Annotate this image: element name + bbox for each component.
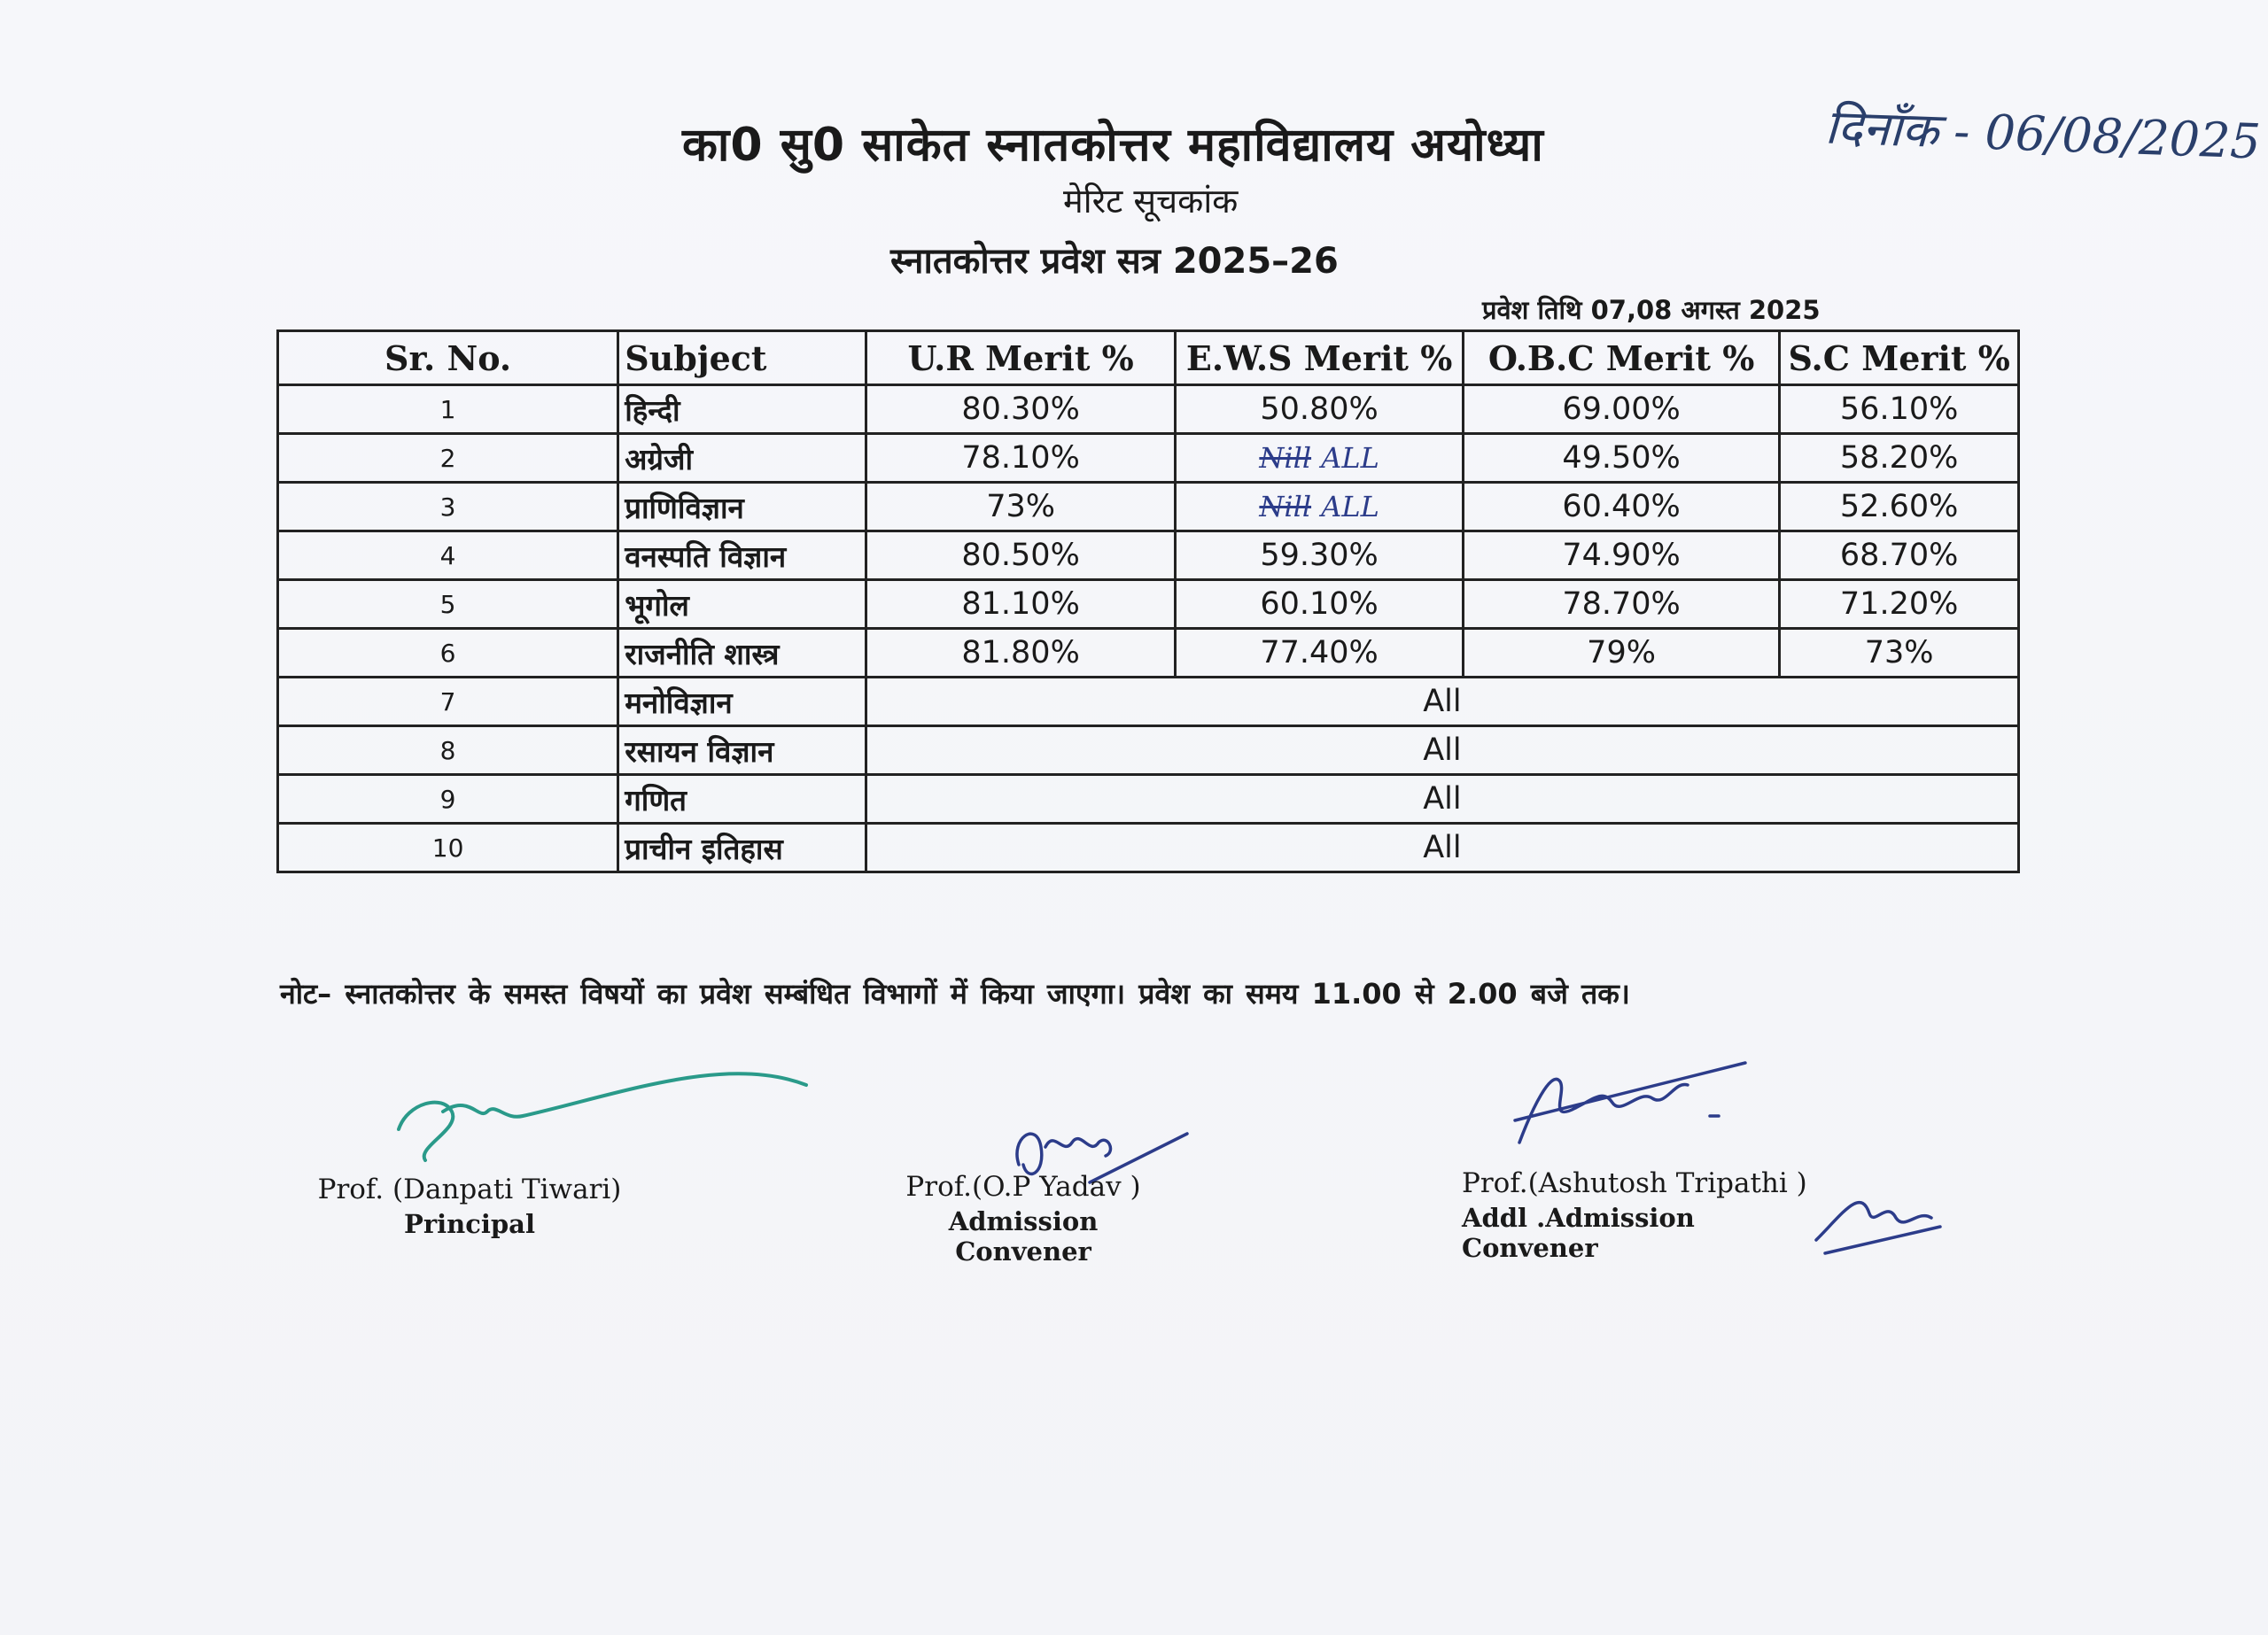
ews-struck-text: Nill [1259,441,1312,475]
merit-table [276,329,2020,873]
addl-convener-signature [1506,1054,1772,1160]
all-merged-cell: All [866,678,2018,726]
admission-date: प्रवेश तिथि 07,08 अगस्त 2025 [1482,295,1821,325]
principal-role: Principal [404,1209,535,1239]
addl-convener-block [1462,1167,1834,1263]
obc-cell: 79% [1463,629,1779,678]
sr-cell: 2 [278,434,618,483]
col-obc-merit: O.B.C Merit % [1463,331,1779,385]
obc-cell: 60.40% [1463,483,1779,531]
table-row [278,580,2019,629]
ews-struck-text: Nill [1259,490,1312,523]
table-row [278,483,2019,531]
ews-handwritten-text: ALL [1321,441,1379,475]
table-row [278,775,2019,824]
table-row [278,531,2019,580]
table-row [278,385,2019,434]
ews-handwritten-text: ALL [1321,490,1379,523]
principal-signature [390,1058,815,1174]
all-merged-cell: All [866,824,2018,872]
table-row [278,434,2019,483]
sr-cell: 3 [278,483,618,531]
subject-cell: भूगोल [618,580,866,629]
ur-cell: 78.10% [866,434,1175,483]
college-title: का0 सु0 साकेत स्नातकोत्तर महाविद्यालय अयोध्या [682,119,1544,172]
ur-cell: 73% [866,483,1175,531]
principal-block [301,1174,638,1239]
convener-block [886,1171,1161,1267]
ews-cell [1176,434,1464,483]
sc-cell: 71.20% [1780,580,2019,629]
sr-cell: 9 [278,775,618,824]
subject-cell: गणित [618,775,866,824]
sr-cell: 1 [278,385,618,434]
obc-cell: 49.50% [1463,434,1779,483]
table-row [278,678,2019,726]
obc-cell: 74.90% [1463,531,1779,580]
ur-cell: 80.30% [866,385,1175,434]
sc-cell: 56.10% [1780,385,2019,434]
ews-cell [1176,483,1464,531]
admission-session: स्नातकोत्तर प्रवेश सत्र 2025–26 [890,241,1339,282]
sc-cell: 52.60% [1780,483,2019,531]
col-sc-merit: S.C Merit % [1780,331,2019,385]
subject-cell: अग्रेजी [618,434,866,483]
table-row [278,824,2019,872]
col-ur-merit: U.R Merit % [866,331,1175,385]
table-header-row [278,331,2019,385]
convener-name: Prof.(O.P Yadav ) [905,1171,1141,1203]
merit-index-subtitle: मेरिट सूचकांक [1063,182,1239,221]
col-sr-no: Sr. No. [278,331,618,385]
ews-cell: 50.80% [1176,385,1464,434]
sr-cell: 4 [278,531,618,580]
ews-cell: 77.40% [1176,629,1464,678]
sr-cell: 8 [278,726,618,775]
sc-cell: 58.20% [1780,434,2019,483]
admission-note: नोट– स्नातकोत्तर के समस्त विषयों का प्रवेश सम्बंधित विभागों में किया जाएगा। प्रवेश का समय 11.00 से 2.00 बजे तक। [280,977,1630,1011]
subject-cell: हिन्दी [618,385,866,434]
subject-cell: वनस्पति विज्ञान [618,531,866,580]
all-merged-cell: All [866,775,2018,824]
subject-cell: रसायन विज्ञान [618,726,866,775]
sr-cell: 5 [278,580,618,629]
ews-cell: 59.30% [1176,531,1464,580]
sr-cell: 7 [278,678,618,726]
ur-cell: 81.80% [866,629,1175,678]
ews-cell: 60.10% [1176,580,1464,629]
col-subject: Subject [618,331,866,385]
all-merged-cell: All [866,726,2018,775]
addl-convener-name: Prof.(Ashutosh Tripathi ) [1462,1167,1807,1199]
handwritten-date: दिनाँक - 06/08/2025 [1823,98,2262,170]
subject-cell: प्राचीन इतिहास [618,824,866,872]
sc-cell: 68.70% [1780,531,2019,580]
convener-role: Admission Convener [948,1206,1099,1267]
subject-cell: प्राणिविज्ञान [618,483,866,531]
sc-cell: 73% [1780,629,2019,678]
col-ews-merit: E.W.S Merit % [1176,331,1464,385]
ur-cell: 81.10% [866,580,1175,629]
obc-cell: 78.70% [1463,580,1779,629]
addl-convener-role: Addl .Admission Convener [1462,1203,1695,1263]
sr-cell: 10 [278,824,618,872]
sr-cell: 6 [278,629,618,678]
subject-cell: मनोविज्ञान [618,678,866,726]
ur-cell: 80.50% [866,531,1175,580]
obc-cell: 69.00% [1463,385,1779,434]
subject-cell: राजनीति शास्त्र [618,629,866,678]
principal-name: Prof. (Danpati Tiwari) [317,1174,622,1205]
table-row [278,726,2019,775]
table-row [278,629,2019,678]
